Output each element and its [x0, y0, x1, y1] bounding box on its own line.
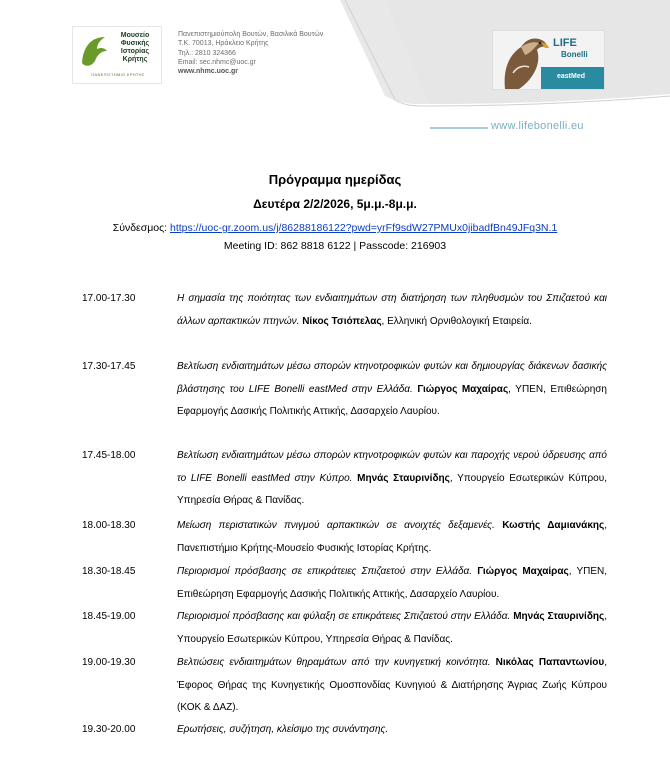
nhmc-logo-line: Μουσείο	[120, 32, 150, 39]
program-speaker: Μηνάς Σταυρινίδης	[357, 472, 450, 484]
website-line: www.nhmc.uoc.gr	[178, 68, 239, 76]
page-title: Πρόγραμμα ημερίδας	[268, 172, 402, 187]
program-affiliation: , ΥΠΕΝ, Επιθεώρηση Εφαρμογής Δασικής Πολιτικής Αττικής, Δασαρχείο Λαυρίου.	[177, 383, 607, 417]
life-logo-name: Bonelli	[561, 50, 588, 59]
nhmc-logo-line: Κρήτης	[122, 56, 148, 63]
program-topic: Περιορισμοί πρόσβασης και φύλαξη σε επικράτειες Σπιζαετού στην Ελλάδα.	[177, 611, 511, 622]
address-line: Πανεπιστημιούπολη Βουτών, Βασιλικά Βουτών	[178, 31, 324, 38]
program-time: 17.30-17.45	[82, 361, 136, 372]
phone-line: Τηλ.: 2810 324366	[178, 49, 236, 57]
program-speaker: Μηνάς Σταυρινίδης	[513, 611, 605, 622]
link-label: Σύνδεσμος:	[112, 222, 170, 234]
nhmc-logo-subtitle: ΠΑΝΕΠΙΣΤΗΜΙΟ ΚΡΗΤΗΣ	[91, 72, 145, 77]
program-topic: Μείωση περιστατικών πνιγμού αρπακτικών σε ανοιχτές δεξαμενές.	[177, 520, 495, 531]
nhmc-logo	[72, 26, 162, 84]
program-time: 18.45-19.00	[82, 611, 136, 622]
meeting-info: Meeting ID: 862 8818 6122 | Passcode: 216903	[223, 240, 447, 252]
program-time: 19.00-19.30	[82, 657, 136, 668]
program-description	[177, 652, 607, 720]
life-logo-subtitle: eastMed	[557, 73, 586, 80]
program-topic: Βελτίωση ενδιαιτημάτων μέσω σπορών κτηνοτροφικών φυτών και παροχής νερού ύδρευσης από το LIFE Bonelli eastMed στην Κύπρο.	[177, 450, 607, 484]
zoom-link[interactable]: https://uoc-gr.zoom.us/j/86288186122?pwd=yrFf9sdW27PMUx0jibadfBn49JFq3N.1	[170, 222, 558, 234]
program-time: 18.30-18.45	[82, 566, 136, 577]
life-bonelli-logo	[492, 30, 605, 90]
program-description	[177, 288, 607, 333]
program-speaker: Νίκος Τσιόπελας	[302, 315, 382, 327]
program-time: 18.00-18.30	[82, 520, 136, 531]
life-logo-title: LIFE	[553, 37, 577, 49]
program-description	[177, 561, 607, 606]
program-speaker: Γιώργος Μαχαίρας	[417, 383, 509, 395]
program-speaker: Κωστής Δαμιανάκης	[502, 520, 605, 531]
program-affiliation: , Ελληνική Ορνιθολογική Εταιρεία.	[381, 315, 532, 327]
program-description	[177, 515, 607, 560]
nhmc-logo-line: Φυσικής	[120, 40, 150, 47]
program-topic: Βελτιώσεις ενδιαιτημάτων θηραμάτων από την κυνηγετική κοινότητα.	[177, 657, 491, 668]
program-time: 17.00-17.30	[82, 293, 136, 304]
program-affiliation: , Υπουργείο Εσωτερικών Κύπρου, Υπηρεσία Θήρας & Πανίδας.	[177, 611, 607, 645]
program-affiliation: , ΥΠΕΝ, Επιθεώρηση Εφαρμογής Δασικής Πολιτικής Αττικής, Δασαρχείο Λαυρίου.	[177, 566, 608, 600]
address-line: Τ.Κ. 70013, Ηράκλειο Κρήτης	[178, 40, 269, 48]
email-line: Email: sec.nhmc@uoc.gr	[178, 58, 256, 66]
program-topic: Η σημασία της ποιότητας των ενδιαιτημάτων στη διατήρηση των πληθυσμών του Σπιζαετού και άλλων αρπακτικών πτηνών.	[177, 293, 607, 327]
nhmc-logo-name	[111, 32, 159, 64]
url-underline	[430, 126, 490, 130]
program-speaker: Γιώργος Μαχαίρας	[477, 566, 569, 577]
program-topic: Περιορισμοί πρόσβασης σε επικράτειες Σπιζαετού στην Ελλάδα.	[177, 566, 473, 577]
program-description	[177, 356, 607, 424]
program-description	[177, 445, 607, 513]
life-website[interactable]: www.lifebonelli.eu	[491, 120, 584, 132]
meeting-link-line	[0, 222, 670, 234]
museum-address	[178, 30, 323, 76]
program-affiliation: , Πανεπιστήμιο Κρήτης-Μουσείο Φυσικής Ιστορίας Κρήτης.	[177, 520, 607, 554]
nhmc-bird-icon	[79, 33, 109, 69]
program-speaker: Νικόλας Παπαντωνίου	[495, 657, 605, 668]
program-affiliation: , Έφορος Θήρας της Κυνηγετικής Ομοσπονδίας Κυνηγιού & Διατήρησης Άγριας Ζωής Κύπρου (ΚΟΚ & ΔΑΖ).	[177, 657, 607, 713]
program-description	[177, 606, 607, 651]
program-affiliation: , Υπουργείο Εσωτερικών Κύπρου, Υπηρεσία Θήρας & Πανίδας.	[177, 472, 607, 506]
program-time: 17.45-18.00	[82, 450, 136, 461]
program-topic: Ερωτήσεις, συζήτηση, κλείσιμο της συνάντησης.	[177, 724, 389, 735]
program-description	[177, 719, 607, 742]
nhmc-logo-line: Ιστορίας	[120, 48, 150, 55]
event-date: Δευτέρα 2/2/2026, 5μ.μ.-8μ.μ.	[253, 197, 417, 211]
program-time: 19.30-20.00	[82, 724, 136, 735]
program-topic: Βελτίωση ενδιαιτημάτων μέσω σπορών κτηνοτροφικών φυτών και δημιουργίας διάκενων δασικής βλάστησης του LIFE Bonelli eastMed στην Ελλάδα.	[177, 361, 607, 395]
